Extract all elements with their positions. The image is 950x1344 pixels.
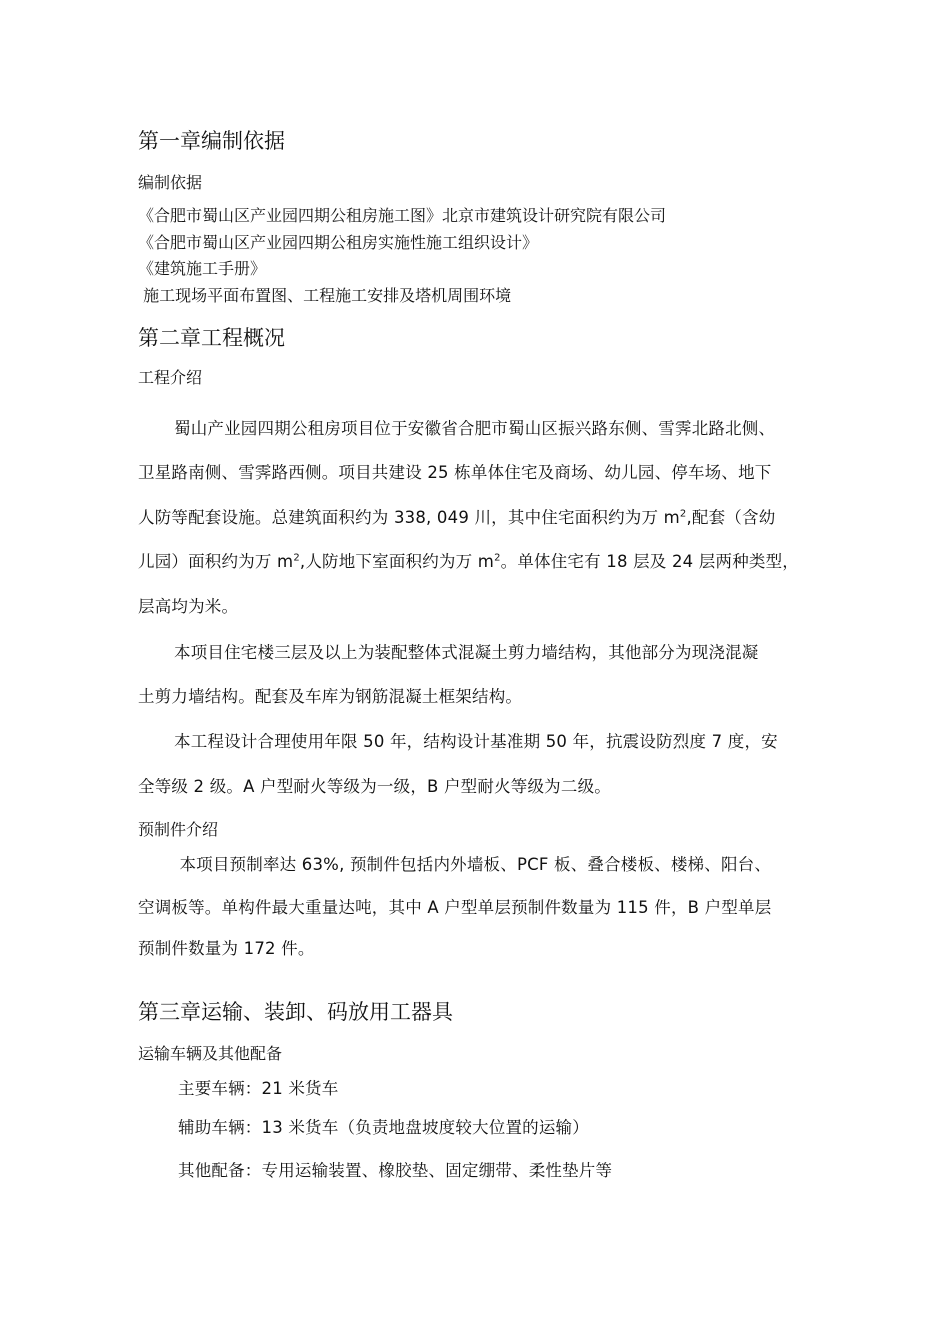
para1-line4-sup1: 2 — [293, 552, 300, 564]
para4-line2: 空调板等。单构件最大重量达吨，其中 A 户型单层预制件数量为 115 件，B 户型单层 — [138, 898, 772, 917]
chapter1-section-title: 编制依据 — [138, 173, 203, 192]
chapter3-title: 第三章运输、装卸、码放用工器具 — [138, 1000, 453, 1024]
para1-line3-b: ,配套（含幼 — [686, 508, 776, 527]
reference-item-2: 《合肥市蜀山区产业园四期公租房实施性施工组织设计》 — [138, 233, 539, 252]
equipment-item-3: 其他配备：专用运输装置、橡胶垫、固定绷带、柔性垫片等 — [178, 1161, 613, 1180]
para1-line4-a: 儿园）面积约为万 m — [138, 552, 294, 571]
para1-line1: 蜀山产业园四期公租房项目位于安徽省合肥市蜀山区振兴路东侧、雪霁北路北侧、 — [174, 419, 776, 438]
chapter1-title: 第一章编制依据 — [138, 129, 285, 153]
para1-line3-a: 人防等配套设施。总建筑面积约为 338, 049 川，其中住宅面积约为万 m — [138, 508, 680, 527]
para2-line1: 本项目住宅楼三层及以上为装配整体式混凝土剪力墙结构，其他部分为现浇混凝 — [174, 643, 759, 662]
para4-line3: 预制件数量为 172 件。 — [138, 939, 315, 958]
para1-line4 — [138, 554, 799, 571]
para1-line2: 卫星路南侧、雪霁路西侧。项目共建设 25 栋单体住宅及商场、幼儿园、停车场、地下 — [138, 463, 772, 482]
reference-item-1: 《合肥市蜀山区产业园四期公租房施工图》北京市建筑设计研究院有限公司 — [138, 206, 667, 225]
chapter3-section-title: 运输车辆及其他配备 — [138, 1044, 283, 1063]
reference-item-3: 《建筑施工手册》 — [138, 259, 267, 278]
para2-line2: 土剪力墙结构。配套及车库为钢筋混凝土框架结构。 — [138, 687, 523, 706]
para1-line4-b: ,人防地下室面积约为万 m — [299, 552, 495, 571]
para1-line3-sup: 2 — [679, 508, 687, 520]
equipment-item-1: 主要车辆：21 米货车 — [178, 1079, 339, 1098]
chapter2-section1-title: 工程介绍 — [138, 368, 203, 387]
para1-line4-c: 。单体住宅有 18 层及 24 层两种类型， — [500, 552, 799, 571]
para3-line2: 全等级 2 级。A 户型耐火等级为一级，B 户型耐火等级为二级。 — [138, 777, 611, 796]
para1-line3 — [138, 510, 775, 527]
para1-line5: 层高均为米。 — [138, 597, 239, 616]
reference-item-4: 施工现场平面布置图、工程施工安排及塔机周围环境 — [138, 286, 512, 305]
chapter2-section2-title: 预制件介绍 — [138, 820, 219, 839]
para4-line1: 本项目预制率达 63%, 预制件包括内外墙板、PCF 板、叠合楼板、楼梯、阳台、 — [174, 855, 772, 874]
para1-line4-sup2: 2 — [494, 552, 501, 564]
para3-line1: 本工程设计合理使用年限 50 年，结构设计基准期 50 年，抗震设防烈度 7 度，安 — [174, 732, 778, 751]
equipment-item-2: 辅助车辆：13 米货车（负责地盘坡度较大位置的运输） — [178, 1118, 589, 1137]
chapter2-title: 第二章工程概况 — [138, 326, 285, 350]
